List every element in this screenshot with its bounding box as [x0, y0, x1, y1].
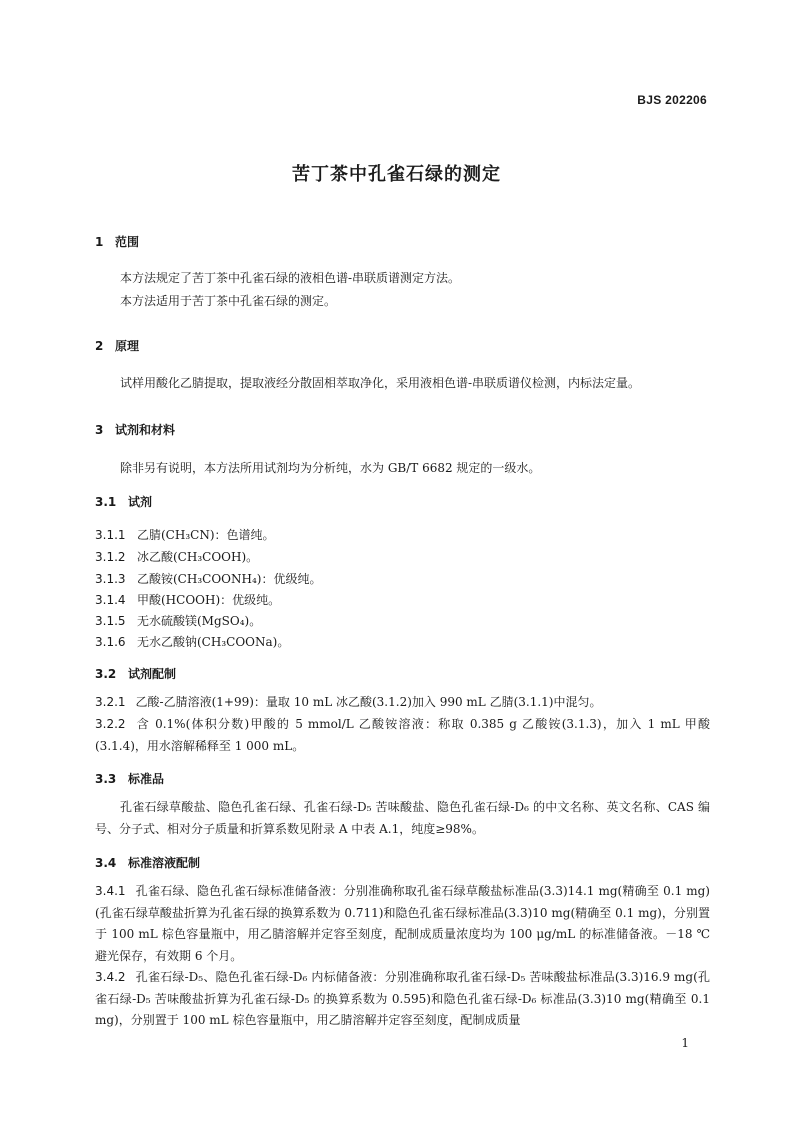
item-text: 含 0.1%(体积分数)甲酸的 5 mmol/L 乙酸铵溶液：称取 0.385 g 乙酸铵(3.1.3)，加入 1 mL 甲酸(3.1.4)，用水溶解稀释至 1 000 mL。 [95, 717, 710, 753]
item-text: 乙酸-乙腈溶液(1+99)：量取 10 mL 冰乙酸(3.1.2)加入 990 mL 乙腈(3.1.1)中混匀。 [135, 695, 602, 709]
subsection-heading-standards [95, 770, 164, 787]
subsection-heading-standard-solutions [95, 854, 200, 871]
section-heading-scope [95, 233, 139, 250]
section-number: 3.3 [95, 772, 117, 786]
paragraph: 本方法适用于苦丁茶中孔雀石绿的测定。 [120, 294, 337, 308]
section-heading-reagents [95, 421, 175, 438]
section-number: 3.4 [95, 856, 117, 870]
item-text: 孔雀石绿、隐色孔雀石绿标准储备液：分别准确称取孔雀石绿草酸盐标准品(3.3)14.1 mg(精确至 0.1 mg)(孔雀石绿草酸盐折算为孔雀石绿的换算系数为 0.711)和隐色孔雀石绿标准品(3.3)10 mg(精确至 0.1 mg)，分别置于 100 mL 棕色容量瓶中，用乙腈溶解并定容至刻度，配制成质量浓度均为 100 μg/mL 的标准储备液。－18 ℃避光保存，有效期 6 个月。 [95, 884, 710, 963]
item-number: 3.2.1 [95, 695, 126, 709]
section-title: 标准溶液配制 [128, 856, 201, 870]
section-number: 3.2 [95, 667, 117, 681]
item-text: 乙酸铵(CH₃COONH₄)：优级纯。 [137, 572, 322, 586]
section-title: 试剂配制 [128, 667, 177, 681]
section-number: 3 [95, 423, 104, 437]
item-text: 冰乙酸(CH₃COOH)。 [137, 550, 259, 564]
paragraph: 孔雀石绿草酸盐、隐色孔雀石绿、孔雀石绿-D₅ 苦味酸盐、隐色孔雀石绿-D₆ 的中文名称、英文名称、CAS 编号、分子式、相对分子质量和折算系数见附录 A 中表 A.1，纯度≥98%。 [95, 800, 710, 836]
list-item [95, 692, 710, 714]
section-title: 标准品 [128, 772, 165, 786]
section-title: 试剂 [128, 495, 153, 509]
item-number: 3.1.5 [95, 614, 126, 628]
subsection-heading-preparation [95, 665, 176, 682]
item-text: 孔雀石绿-D₅、隐色孔雀石绿-D₆ 内标储备液：分别准确称取孔雀石绿-D₅ 苦味酸盐标准品(3.3)16.9 mg(孔雀石绿-D₅ 苦味酸盐折算为孔雀石绿-D₅ 的换算系数为 0.595)和隐色孔雀石绿-D₆ 标准品(3.3)10 mg(精确至 0.1 mg)，分别置于 100 mL 棕色容量瓶中，用乙腈溶解并定容至刻度，配制成质量 [95, 970, 710, 1027]
list-item [95, 967, 710, 1032]
section-title: 原理 [115, 339, 140, 353]
item-number: 3.1.1 [95, 528, 126, 542]
item-number: 3.2.2 [95, 717, 126, 731]
subsection-heading-reagents [95, 493, 152, 510]
list-item [95, 881, 710, 967]
item-number: 3.4.2 [95, 970, 126, 984]
section-title: 试剂和材料 [115, 423, 176, 437]
item-text: 无水硫酸镁(MgSO₄)。 [137, 614, 262, 628]
section-number: 2 [95, 339, 104, 353]
section-number: 3.1 [95, 495, 117, 509]
list-item [95, 526, 275, 543]
item-text: 无水乙酸钠(CH₃COONa)。 [137, 635, 290, 649]
list-item [95, 633, 289, 650]
item-text: 乙腈(CH₃CN)：色谱纯。 [137, 528, 275, 542]
list-item [95, 570, 321, 587]
item-number: 3.1.6 [95, 635, 126, 649]
list-item [95, 548, 258, 565]
page-number: 1 [681, 1036, 689, 1050]
item-number: 3.1.4 [95, 593, 126, 607]
page-title: 苦丁茶中孔雀石绿的测定 [292, 164, 501, 185]
section-number: 1 [95, 235, 104, 249]
paragraph: 试样用酸化乙腈提取，提取液经分散固相萃取净化，采用液相色谱-串联质谱仪检测，内标法定量。 [120, 376, 641, 390]
section-title: 范围 [115, 235, 140, 249]
list-item [95, 714, 710, 757]
item-number: 3.1.3 [95, 572, 126, 586]
list-item [95, 612, 261, 629]
item-number: 3.4.1 [95, 884, 126, 898]
item-text: 甲酸(HCOOH)：优级纯。 [137, 593, 281, 607]
document-number: BJS 202206 [637, 93, 707, 107]
paragraph: 本方法规定了苦丁茶中孔雀石绿的液相色谱-串联质谱测定方法。 [120, 271, 461, 285]
section-heading-principle [95, 337, 139, 354]
list-item [95, 591, 280, 608]
item-number: 3.1.2 [95, 550, 126, 564]
paragraph: 除非另有说明，本方法所用试剂均为分析纯，水为 GB/T 6682 规定的一级水。 [120, 461, 541, 475]
